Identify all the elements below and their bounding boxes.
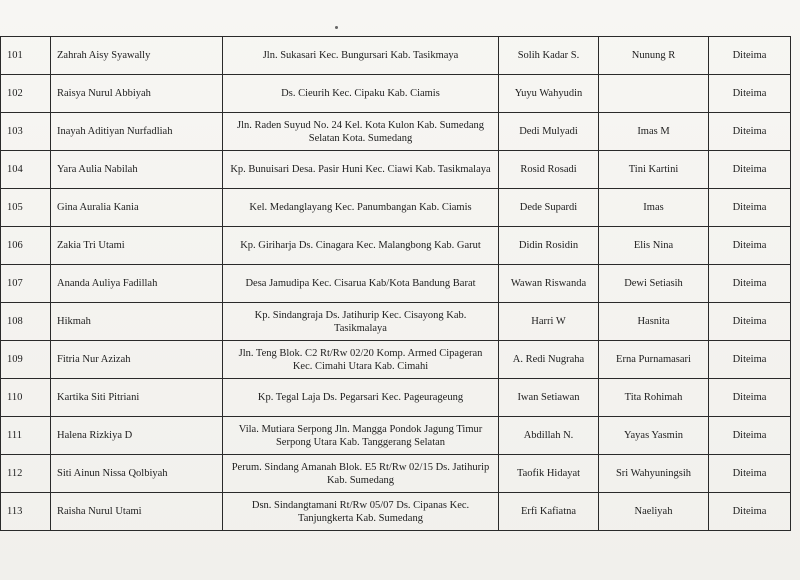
status-cell: Diteima bbox=[709, 75, 791, 113]
student-address: Ds. Cieurih Kec. Cipaku Kab. Ciamis bbox=[223, 75, 499, 113]
mother-name: Dewi Setiasih bbox=[599, 265, 709, 303]
table-row bbox=[1, 189, 791, 227]
father-name: Abdillah N. bbox=[499, 417, 599, 455]
student-address: Jln. Teng Blok. C2 Rt/Rw 02/20 Komp. Armed Cipageran Kec. Cimahi Utara Kab. Cimahi bbox=[223, 341, 499, 379]
table-row bbox=[1, 341, 791, 379]
row-number: 113 bbox=[1, 493, 51, 531]
father-name: Dedi Mulyadi bbox=[499, 113, 599, 151]
mother-name bbox=[599, 75, 709, 113]
father-name: Rosid Rosadi bbox=[499, 151, 599, 189]
table-row bbox=[1, 455, 791, 493]
student-name: Ananda Auliya Fadillah bbox=[51, 265, 223, 303]
student-name: Zahrah Aisy Syawally bbox=[51, 37, 223, 75]
mother-name: Hasnita bbox=[599, 303, 709, 341]
student-address: Jln. Raden Suyud No. 24 Kel. Kota Kulon Kab. Sumedang Selatan Kota. Sumedang bbox=[223, 113, 499, 151]
father-name: Wawan Riswanda bbox=[499, 265, 599, 303]
status-cell: Diteima bbox=[709, 151, 791, 189]
table-row bbox=[1, 303, 791, 341]
father-name: Erfi Kafiatna bbox=[499, 493, 599, 531]
row-number: 102 bbox=[1, 75, 51, 113]
student-name: Inayah Aditiyan Nurfadliah bbox=[51, 113, 223, 151]
student-name: Raisha Nurul Utami bbox=[51, 493, 223, 531]
row-number: 106 bbox=[1, 227, 51, 265]
row-number: 107 bbox=[1, 265, 51, 303]
student-table-body bbox=[1, 37, 791, 531]
father-name: Didin Rosidin bbox=[499, 227, 599, 265]
mother-name: Sri Wahyuningsih bbox=[599, 455, 709, 493]
student-address: Kp. Sindangraja Ds. Jatihurip Kec. Cisayong Kab. Tasikmalaya bbox=[223, 303, 499, 341]
father-name: Taofik Hidayat bbox=[499, 455, 599, 493]
student-name: Zakia Tri Utami bbox=[51, 227, 223, 265]
table-row bbox=[1, 379, 791, 417]
student-address: Kp. Bunuisari Desa. Pasir Huni Kec. Ciawi Kab. Tasikmalaya bbox=[223, 151, 499, 189]
status-cell: Diteima bbox=[709, 265, 791, 303]
student-address: Kp. Tegal Laja Ds. Pegarsari Kec. Pageurageung bbox=[223, 379, 499, 417]
status-cell: Diteima bbox=[709, 37, 791, 75]
row-number: 110 bbox=[1, 379, 51, 417]
table-row bbox=[1, 151, 791, 189]
table-row bbox=[1, 265, 791, 303]
mother-name: Tita Rohimah bbox=[599, 379, 709, 417]
father-name: A. Redi Nugraha bbox=[499, 341, 599, 379]
table-row bbox=[1, 227, 791, 265]
mother-name: Nunung R bbox=[599, 37, 709, 75]
student-name: Gina Auralia Kania bbox=[51, 189, 223, 227]
mother-name: Imas M bbox=[599, 113, 709, 151]
father-name: Dede Supardi bbox=[499, 189, 599, 227]
father-name: Iwan Setiawan bbox=[499, 379, 599, 417]
father-name: Yuyu Wahyudin bbox=[499, 75, 599, 113]
mother-name: Naeliyah bbox=[599, 493, 709, 531]
student-name: Raisya Nurul Abbiyah bbox=[51, 75, 223, 113]
father-name: Solih Kadar S. bbox=[499, 37, 599, 75]
status-cell: Diteima bbox=[709, 455, 791, 493]
table-row bbox=[1, 37, 791, 75]
row-number: 111 bbox=[1, 417, 51, 455]
student-name: Yara Aulia Nabilah bbox=[51, 151, 223, 189]
student-table bbox=[0, 36, 791, 531]
student-name: Fitria Nur Azizah bbox=[51, 341, 223, 379]
student-address: Kp. Giriharja Ds. Cinagara Kec. Malangbong Kab. Garut bbox=[223, 227, 499, 265]
student-address: Desa Jamudipa Kec. Cisarua Kab/Kota Bandung Barat bbox=[223, 265, 499, 303]
row-number: 101 bbox=[1, 37, 51, 75]
table-row bbox=[1, 75, 791, 113]
table-row bbox=[1, 493, 791, 531]
status-cell: Diteima bbox=[709, 227, 791, 265]
row-number: 103 bbox=[1, 113, 51, 151]
student-name: Halena Rizkiya D bbox=[51, 417, 223, 455]
student-address: Jln. Sukasari Kec. Bungursari Kab. Tasikmaya bbox=[223, 37, 499, 75]
student-address: Perum. Sindang Amanah Blok. E5 Rt/Rw 02/15 Ds. Jatihurip Kab. Sumedang bbox=[223, 455, 499, 493]
mother-name: Imas bbox=[599, 189, 709, 227]
mother-name: Elis Nina bbox=[599, 227, 709, 265]
mother-name: Tini Kartini bbox=[599, 151, 709, 189]
status-cell: Diteima bbox=[709, 303, 791, 341]
student-address: Vila. Mutiara Serpong Jln. Mangga Pondok Jagung Timur Serpong Utara Kab. Tanggerang Selatan bbox=[223, 417, 499, 455]
table-row bbox=[1, 113, 791, 151]
student-address: Kel. Medanglayang Kec. Panumbangan Kab. Ciamis bbox=[223, 189, 499, 227]
student-name: Hikmah bbox=[51, 303, 223, 341]
student-address: Dsn. Sindangtamani Rt/Rw 05/07 Ds. Cipanas Kec. Tanjungkerta Kab. Sumedang bbox=[223, 493, 499, 531]
mother-name: Yayas Yasmin bbox=[599, 417, 709, 455]
status-cell: Diteima bbox=[709, 341, 791, 379]
row-number: 104 bbox=[1, 151, 51, 189]
status-cell: Diteima bbox=[709, 417, 791, 455]
father-name: Harri W bbox=[499, 303, 599, 341]
status-cell: Diteima bbox=[709, 493, 791, 531]
row-number: 105 bbox=[1, 189, 51, 227]
status-cell: Diteima bbox=[709, 189, 791, 227]
scan-speck bbox=[335, 26, 338, 29]
status-cell: Diteima bbox=[709, 113, 791, 151]
student-name: Kartika Siti Pitriani bbox=[51, 379, 223, 417]
mother-name: Erna Purnamasari bbox=[599, 341, 709, 379]
row-number: 108 bbox=[1, 303, 51, 341]
student-name: Siti Ainun Nissa Qolbiyah bbox=[51, 455, 223, 493]
row-number: 109 bbox=[1, 341, 51, 379]
status-cell: Diteima bbox=[709, 379, 791, 417]
table-row bbox=[1, 417, 791, 455]
row-number: 112 bbox=[1, 455, 51, 493]
